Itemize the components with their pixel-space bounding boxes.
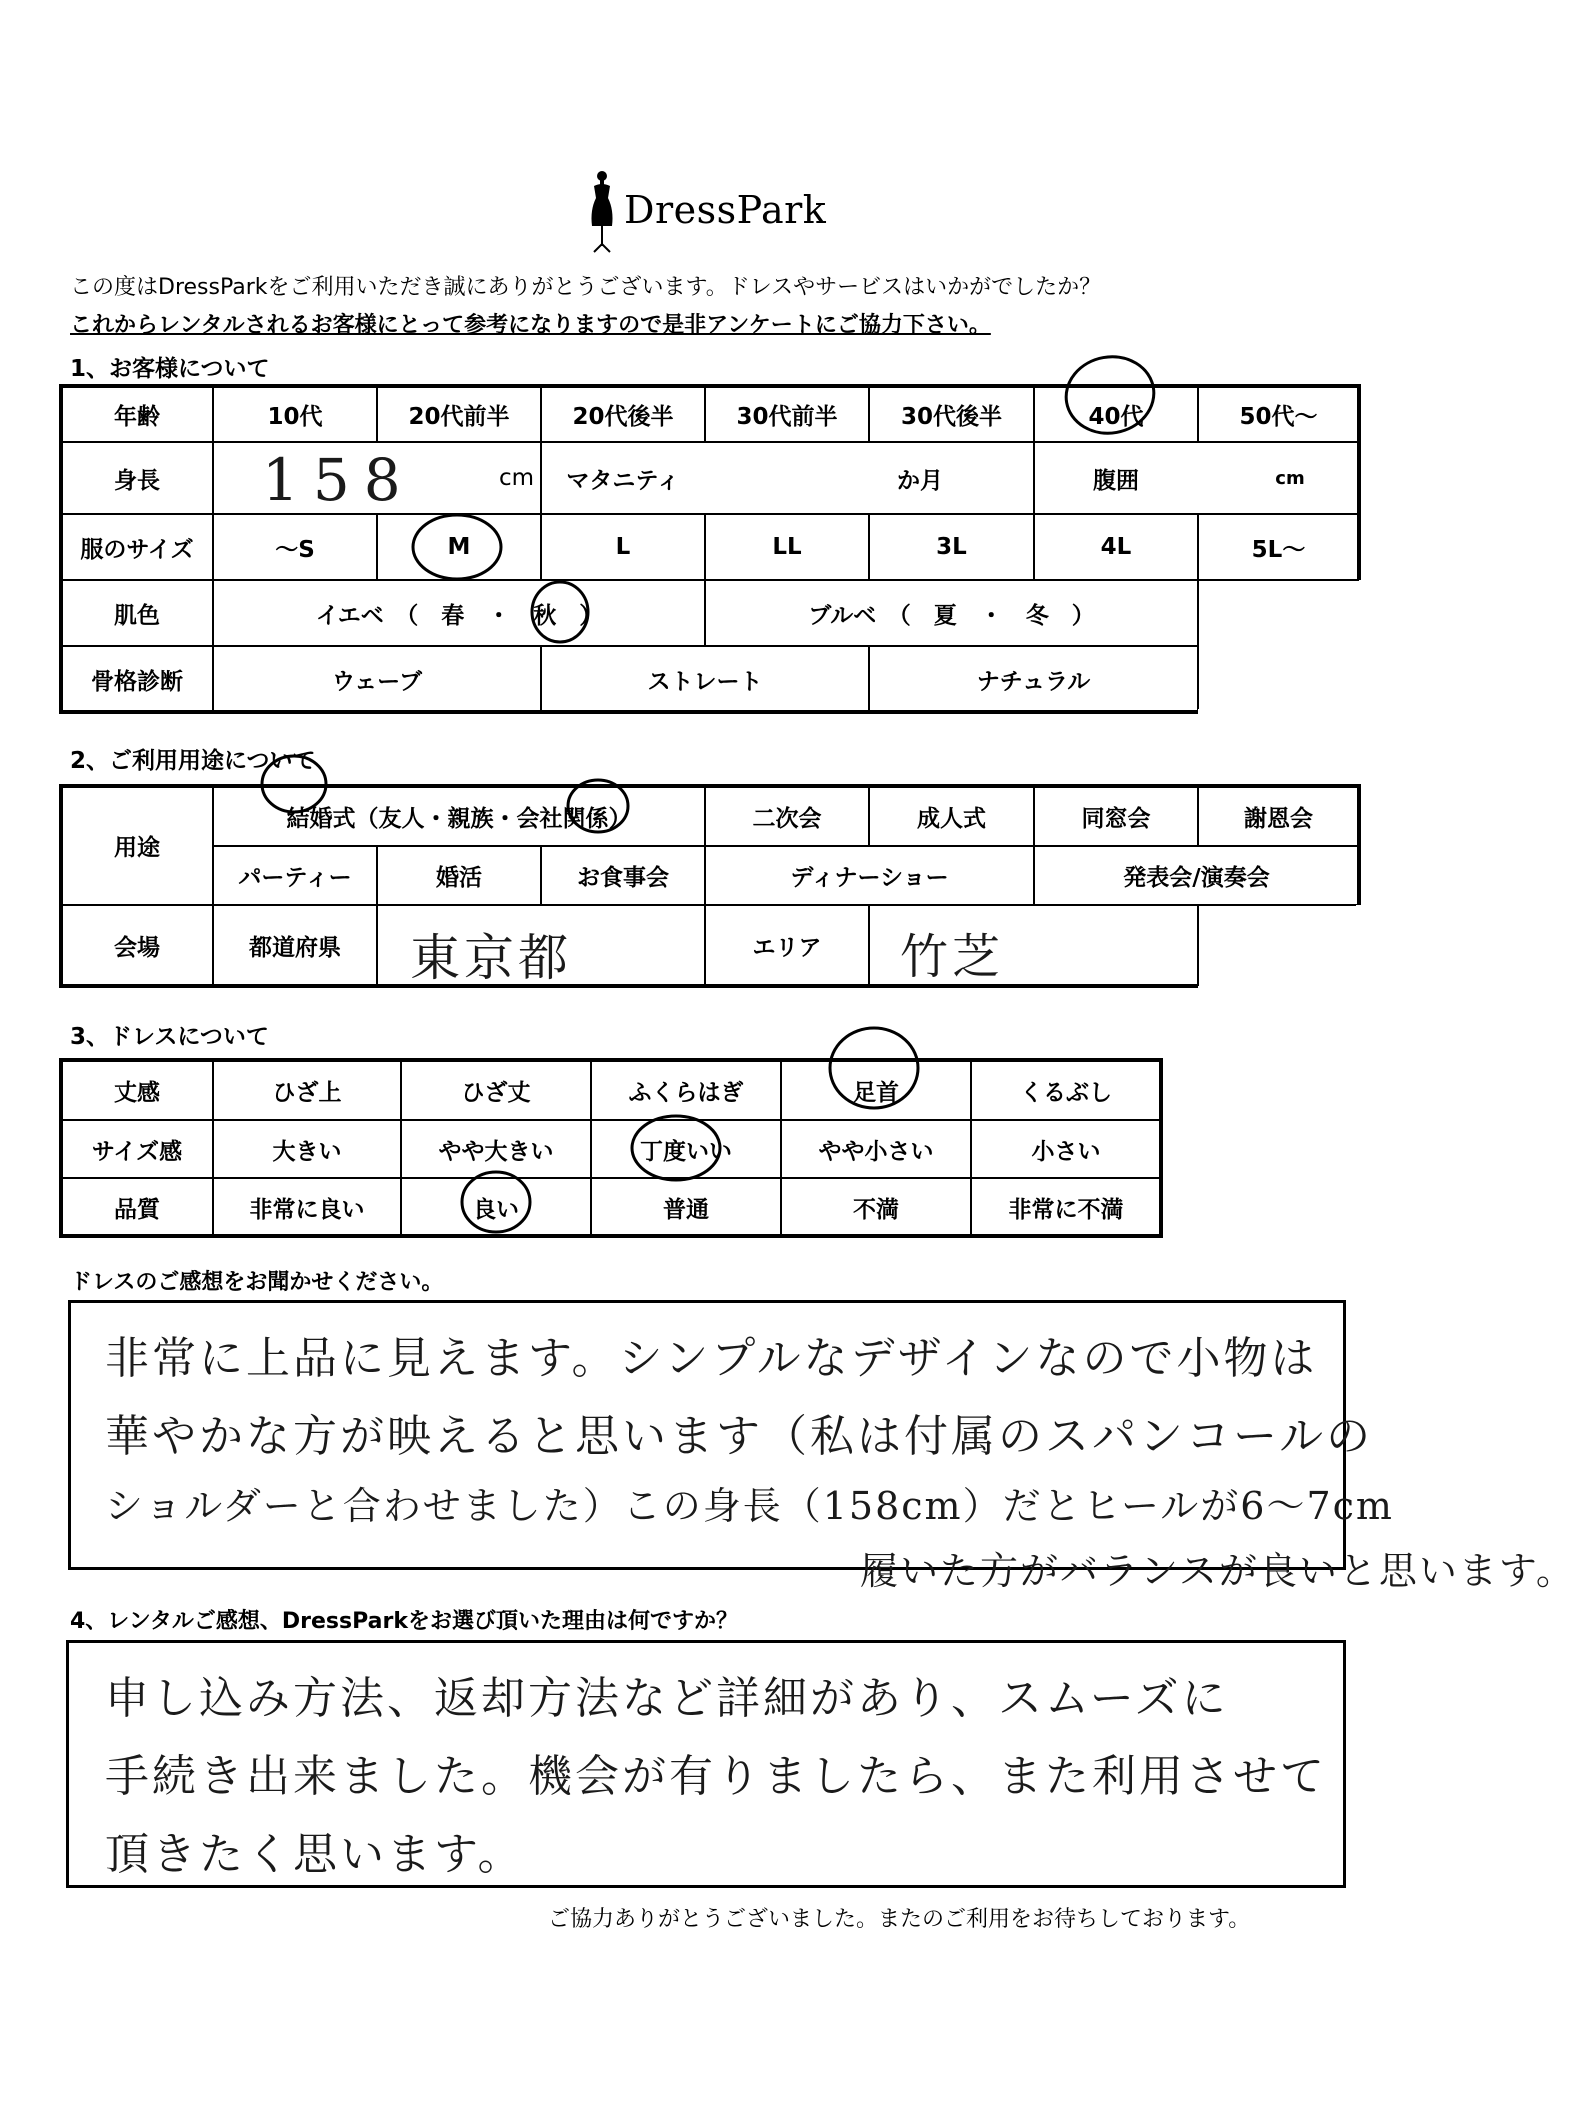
prefecture-label: 都道府県 [249,935,341,961]
age-option[interactable]: 30代前半 [736,403,838,430]
length-label: 丈感 [114,1079,160,1106]
quality-option[interactable]: 不満 [853,1196,899,1223]
dress-comment-heading: ドレスのご感想をお聞かせください。 [70,1270,444,1295]
age-label: 年齢 [114,403,160,430]
fit-option[interactable]: 小さい [1031,1138,1101,1165]
rental-comment-line: 頂きたく思います。 [105,1829,525,1880]
size-option[interactable]: 5L～ [1251,536,1306,563]
maternity-label: マタニティ [566,467,680,494]
skin-blue-option[interactable]: ブルベ （ 夏 ・ 冬 ） [808,602,1095,629]
months-unit: か月 [897,467,943,494]
fit-option-selected[interactable]: 丁度いい [640,1138,732,1165]
skin-yellow-option[interactable]: イエベ （ 春 ・ 秋 ） [315,602,603,629]
dress-comment-line: 華やかな方が映えると思います（私は付属のスパンコールの [105,1411,1374,1462]
size-option-selected[interactable]: M [447,534,471,560]
dress-comment-line: 非常に上品に見えます。シンプルなデザインなので小物は [105,1333,1318,1384]
skin-label: 肌色 [114,602,160,629]
usage-option[interactable]: 同窓会 [1081,805,1151,832]
usage-option[interactable]: 成人式 [917,805,986,832]
venue-label: 会場 [114,935,160,961]
age-option[interactable]: 20代後半 [572,403,674,430]
length-option[interactable]: ふくらはぎ [628,1079,744,1106]
fit-option[interactable]: 大きい [272,1138,342,1165]
age-option[interactable]: 50代～ [1239,403,1318,430]
intro-text: この度はDressParkをご利用いただき誠にありがとうございます。ドレスやサービスはいかがでしたか？ [70,275,1102,300]
length-option[interactable]: くるぶし [1020,1079,1112,1106]
usage-option[interactable]: ディナーショー [790,865,949,891]
frame-option[interactable]: ナチュラル [976,668,1091,695]
quality-option-selected[interactable]: 良い [473,1196,519,1223]
footer-thanks: ご協力ありがとうございました。またのご利用をお待ちしております。 [548,1907,1251,1932]
rental-comment-heading: 4、レンタルご感想、DressParkをお選び頂いた理由は何ですか？ [70,1609,738,1634]
size-option[interactable]: LL [772,534,802,560]
quality-option[interactable]: 非常に良い [249,1196,365,1223]
dress-comment-line: 履いた方がバランスが良いと思います。 [860,1549,1576,1593]
frame-label: 骨格診断 [91,668,183,695]
size-label: 服のサイズ [80,536,194,563]
usage-option[interactable]: 二次会 [752,805,822,832]
usage-option[interactable]: 婚活 [436,865,482,891]
fit-option[interactable]: やや大きい [438,1138,554,1165]
waist-unit: cm [1275,467,1305,489]
quality-option[interactable]: 非常に不満 [1008,1196,1124,1223]
intro-request: これからレンタルされるお客様にとって参考になりますので是非アンケートにご協力下さい。 [70,313,991,338]
length-option-selected[interactable]: 足首 [853,1079,899,1106]
age-option[interactable]: 10代 [267,403,323,430]
age-option[interactable]: 30代後半 [900,403,1002,430]
size-option[interactable]: 4L [1100,534,1132,560]
fit-label: サイズ感 [91,1138,183,1165]
area-value[interactable]: 竹芝 [900,929,1005,985]
section3-heading: 3、ドレスについて [70,1024,269,1050]
usage-option[interactable]: 発表会/演奏会 [1123,865,1270,891]
rental-comment-line: 手続き出来ました。機会が有りましたら、また利用させて [105,1751,1327,1802]
age-option-selected[interactable]: 40代 [1088,403,1144,430]
size-option[interactable]: L [615,534,631,560]
size-option[interactable]: 3L [936,534,967,560]
section2-heading: 2、ご利用用途について [70,748,316,774]
fit-option[interactable]: やや小さい [818,1138,934,1165]
height-unit: cm [498,465,535,491]
age-option[interactable]: 20代前半 [408,403,510,430]
frame-option[interactable]: ウェーブ [332,668,422,695]
rental-comment-line: 申し込み方法、返却方法など詳細があり、スムーズに [105,1673,1229,1724]
quality-label: 品質 [114,1196,160,1223]
usage-option[interactable]: 結婚式（友人・親族・会社関係） [286,805,632,832]
frame-option[interactable]: ストレート [647,668,763,695]
area-label: エリア [752,935,822,961]
height-label: 身長 [114,467,160,494]
usage-option[interactable]: 謝恩会 [1244,805,1313,832]
length-option[interactable]: ひざ丈 [461,1079,531,1106]
brand-name: DressPark [624,188,827,232]
length-option[interactable]: ひざ上 [272,1079,342,1106]
usage-option[interactable]: パーティー [238,865,352,891]
waist-label: 腹囲 [1093,467,1139,494]
size-option[interactable]: ～S [275,536,315,563]
height-value[interactable]: 158 [262,446,415,514]
quality-option[interactable]: 普通 [663,1196,709,1223]
prefecture-value[interactable]: 東京都 [410,929,572,987]
dress-comment-line: ショルダーと合わせました）この身長（158cm）だとヒールが6～7cm [105,1484,1394,1528]
usage-label: 用途 [114,835,160,861]
usage-option[interactable]: お食事会 [577,865,669,891]
section1-heading: 1、お客様について [70,356,270,382]
